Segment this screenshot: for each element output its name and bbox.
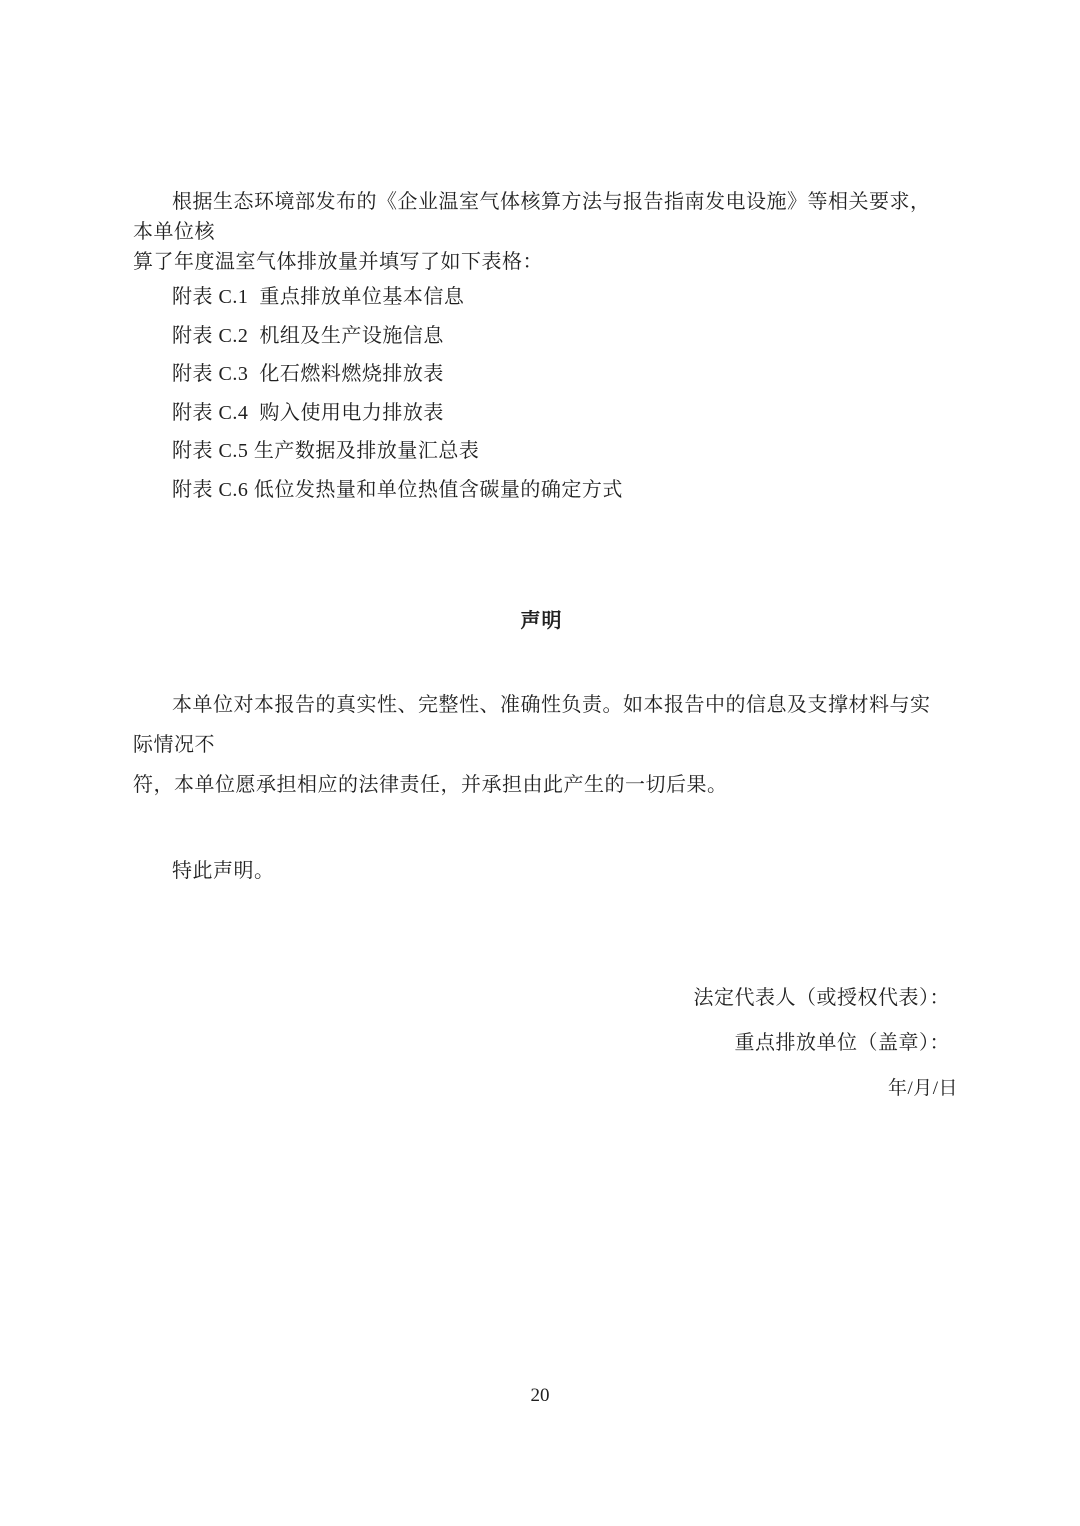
list-item-table-c1: 附表 C.1 重点排放单位基本信息 [172,286,465,308]
declaration-closing: 特此声明。 [172,860,275,882]
signature-block [133,976,958,1111]
page-content [133,0,958,1111]
declaration-paragraph [133,685,950,805]
intro-paragraph [133,0,950,277]
unit-seal-line: 重点排放单位（盖章）： [734,1032,950,1054]
declaration-line-2: 符，本单位愿承担相应的法律责任，并承担由此产生的一切后果。 [133,774,728,796]
list-item-table-c2: 附表 C.2 机组及生产设施信息 [172,324,444,347]
page-number: 20 [530,1385,550,1406]
legal-representative-line: 法定代表人（或授权代表）： [693,987,950,1009]
list-item-table-c5: 附表 C.5 生产数据及排放量汇总表 [172,440,480,462]
declaration-line-1: 本单位对本报告的真实性、完整性、准确性负责。如本报告中的信息及支撑材料与实际情况不 [133,694,931,756]
attachment-table-list [133,278,950,509]
intro-line-2: 算了年度温室气体排放量并填写了如下表格： [133,251,543,273]
list-item-table-c4: 附表 C.4 购入使用电力排放表 [172,401,444,424]
declaration-heading: 声明 [520,610,563,632]
date-line: 年/月/日 [887,1078,958,1099]
intro-line-1: 根据生态环境部发布的《企业温室气体核算方法与报告指南发电设施》等相关要求，本单位核 [133,191,931,243]
list-item-table-c6: 附表 C.6 低位发热量和单位热值含碳量的确定方式 [172,478,623,501]
list-item-table-c3: 附表 C.3 化石燃料燃烧排放表 [172,363,444,385]
